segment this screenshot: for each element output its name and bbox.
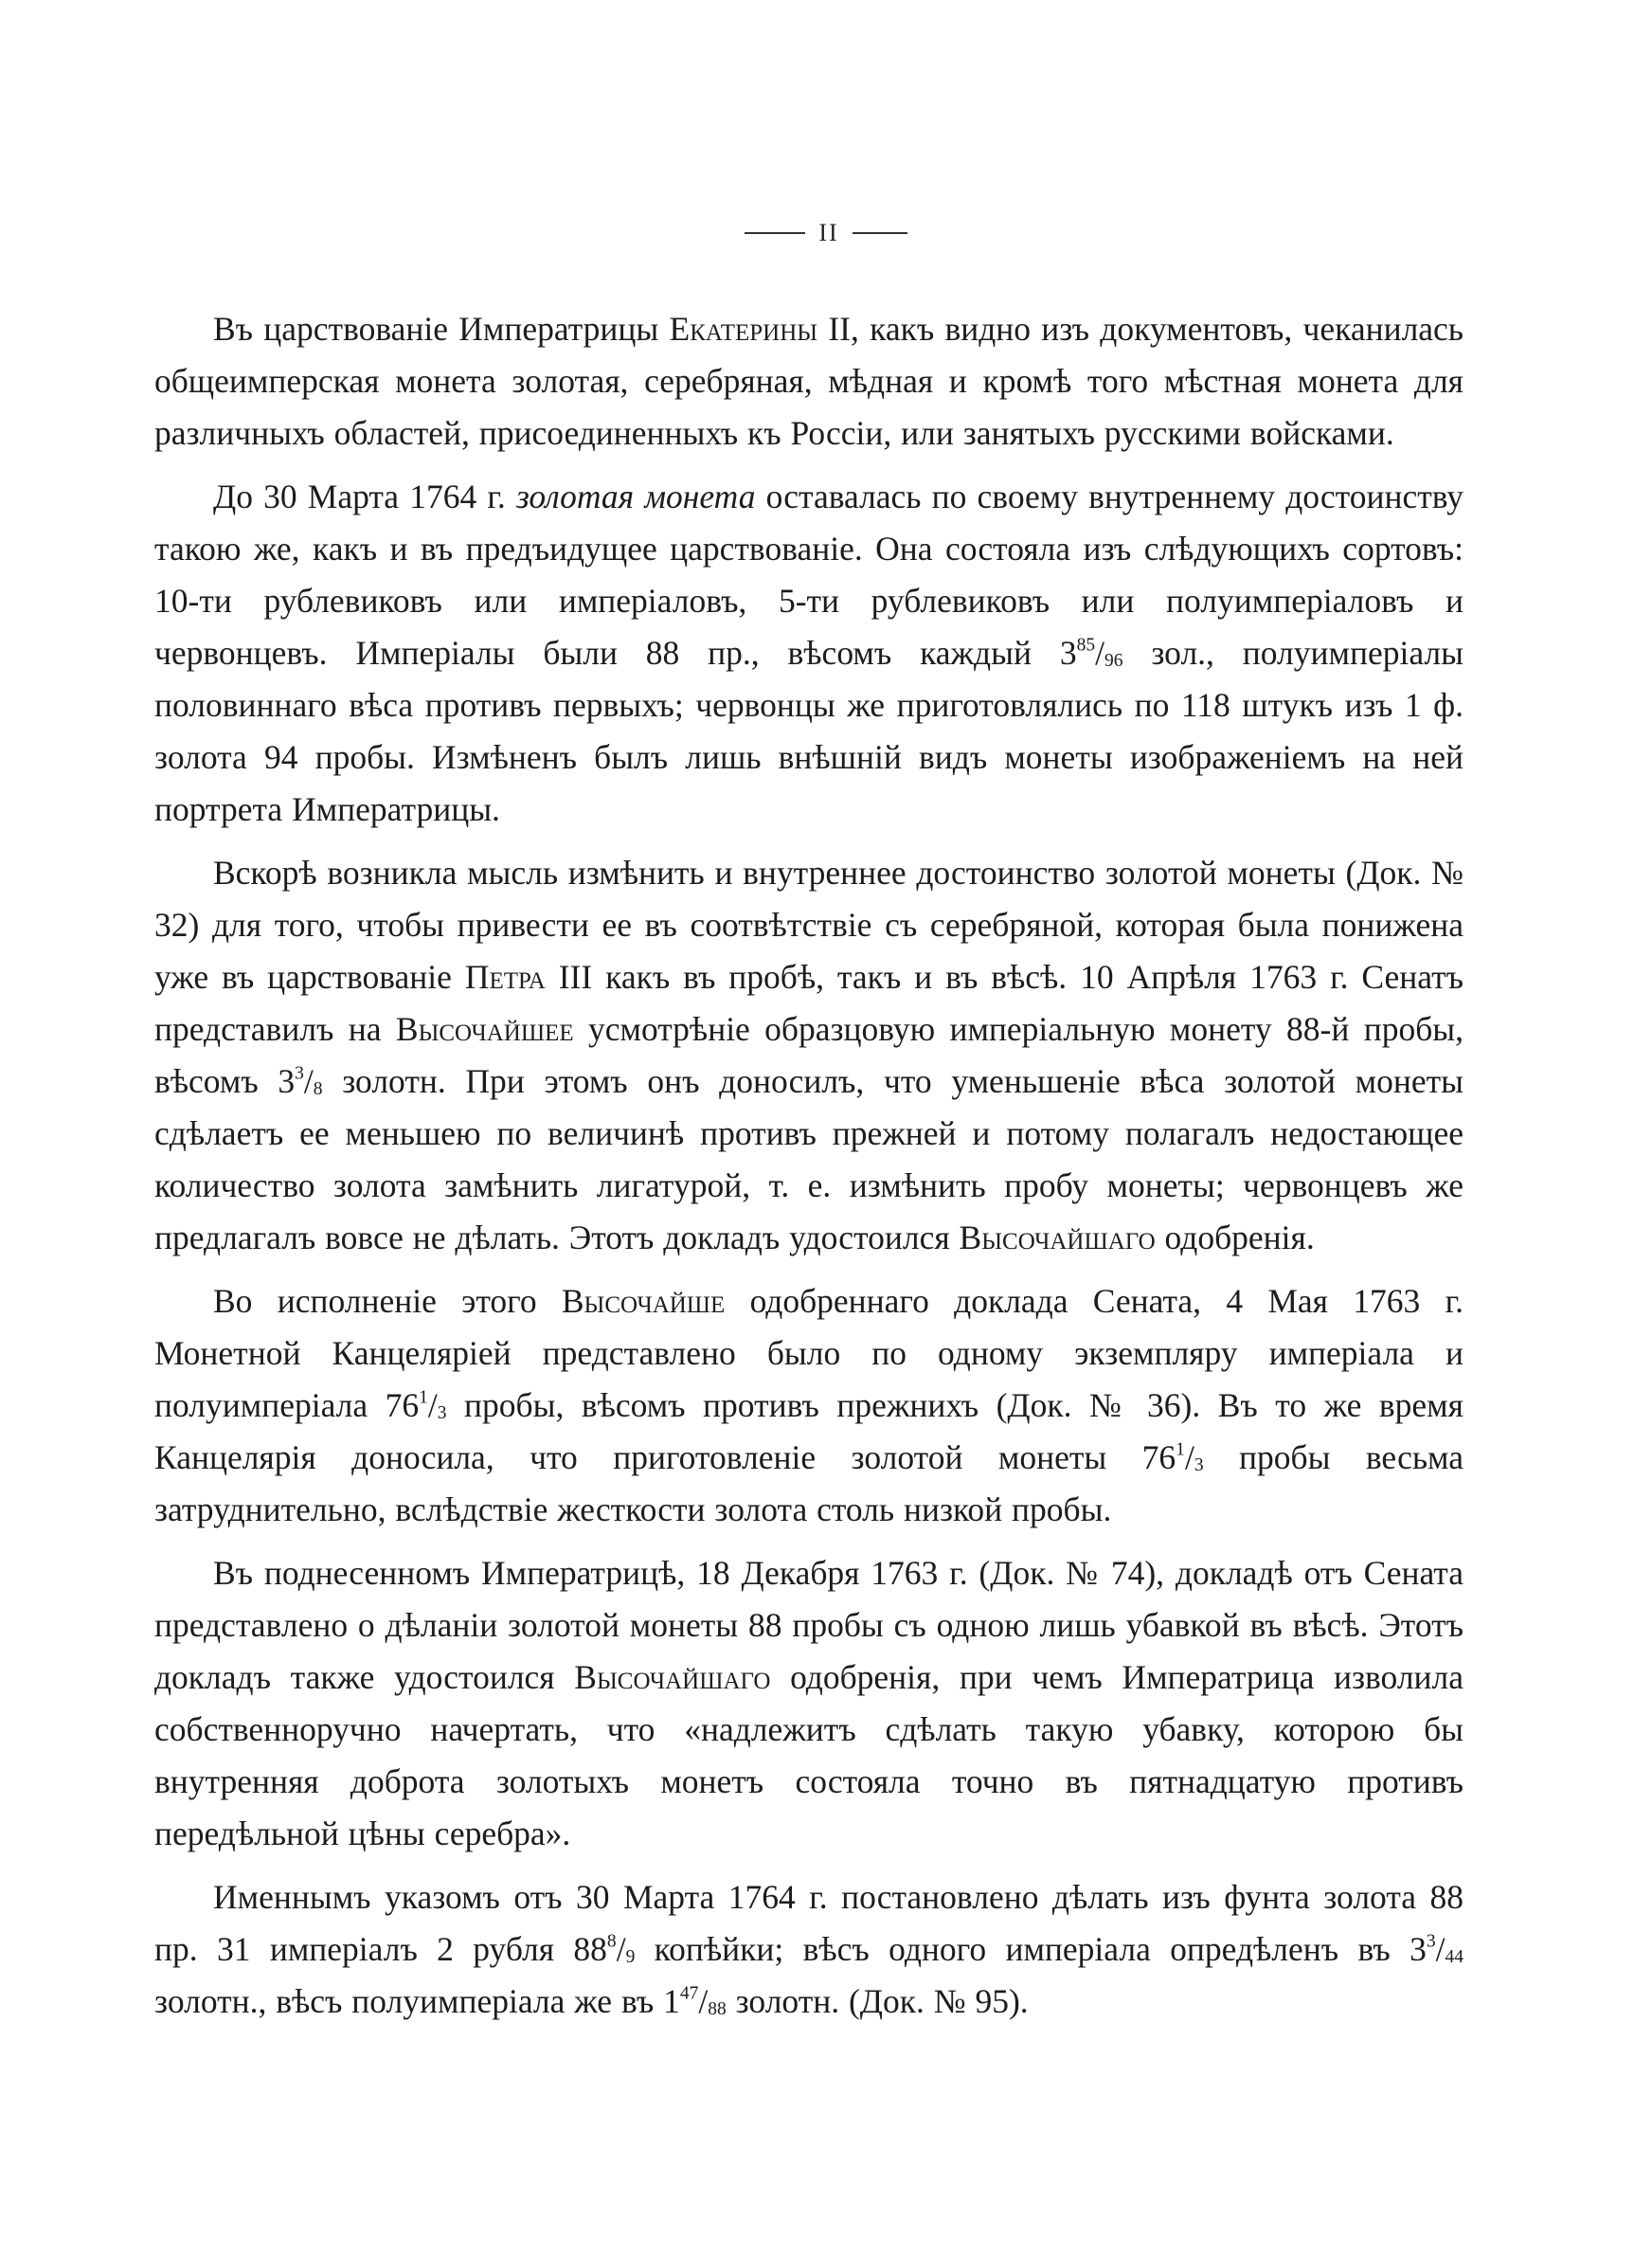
fraction-numerator: 47 — [679, 1983, 699, 2004]
header-rule-right — [853, 232, 907, 234]
fraction-numerator: 1 — [1176, 1439, 1185, 1460]
header-rule-left — [745, 232, 805, 234]
text-run: усмотрѣніе образцовую имперіальную монету 88-й пробы, вѣсомъ 3 — [154, 1010, 1463, 1100]
fraction-numerator: 3 — [1426, 1931, 1436, 1952]
text-run: Во исполненіе этого — [213, 1282, 537, 1320]
text-run: пробы весьма затруднительно, вслѣдствіе жесткости золота столь низкой пробы. — [154, 1438, 1463, 1528]
body-text — [154, 303, 1463, 2039]
small-caps-word: Высочайшаго — [574, 1658, 771, 1696]
text-run: пробы, вѣсомъ противъ прежнихъ (Док. № 36). Въ то же время Канцелярія доносила, что приготовленіе золотой монеты 76 — [154, 1386, 1463, 1476]
fraction-numerator: 3 — [295, 1063, 304, 1084]
fraction-numerator: 85 — [1076, 635, 1096, 656]
text-run: золотн. При этомъ онъ доносилъ, что уменьшеніе вѣса золотой монеты сдѣлаетъ ее меньшею по величинѣ противъ прежней и потому полагалъ недостающее количество золота замѣнить лигатурой, т. е. измѣнить пробу монеты; червонцевъ же предлагалъ вовсе не дѣлать. Этотъ докладъ удостоился — [154, 1062, 1463, 1256]
fraction-denominator: 96 — [1104, 650, 1123, 671]
small-caps-word: Высочайше — [561, 1282, 726, 1320]
page-number: II — [818, 219, 839, 246]
running-head — [0, 214, 1652, 252]
text-run: Именнымъ указомъ отъ 30 Марта 1764 г. постановлено дѣлать изъ фунта золота 88 пр. 31 имперіалъ 2 рубля 88 — [154, 1878, 1463, 1968]
text-run: Вскорѣ возникла мысль измѣнить и внутреннее достоинство золотой монеты (Док. № 32) для того, чтобы привести ее въ соотвѣтствіе съ серебряной, которая была понижена уже въ царствованіе — [154, 854, 1463, 996]
fraction-denominator: 88 — [708, 1998, 727, 2019]
fraction-denominator: 3 — [1194, 1454, 1204, 1475]
fraction-numerator: 1 — [419, 1387, 428, 1408]
fraction-denominator: 44 — [1445, 1946, 1463, 1967]
text-run: золотн. (Док. № 95). — [726, 1982, 1029, 2020]
fraction-denominator: 9 — [625, 1946, 636, 1967]
text-run: Въ царствованіе Императрицы — [213, 310, 659, 348]
text-run: оставалась по своему внутреннему достоинству такою же, какъ и въ предъидущее царствованіе. Она состояла изъ слѣдующихъ сортовъ: 10-ти рублевиковъ или имперіаловъ, 5-ти рублевиковъ или полуимперіаловъ и червонцевъ. Имперіалы были 88 пр., вѣсомъ каждый 3 — [154, 478, 1464, 672]
small-caps-word: Высочайшаго — [959, 1219, 1156, 1256]
text-run: зол., полуимперіалы половиннаго вѣса противъ первыхъ; червонцы же приготовлялись по 118 штукъ изъ 1 ф. золота 94 пробы. Измѣненъ былъ лишь внѣшній видъ монеты изображеніемъ на ней портрета Императрицы. — [154, 634, 1463, 828]
small-caps-word: Высочайшее — [395, 1010, 574, 1048]
paragraph-3: Вскорѣ возникла мысль измѣнить и внутреннее достоинство золотой монеты (Док. № 32) для того, чтобы привести ее въ соотвѣтствіе съ серебряной, которая была понижена уже въ царствованіе Петра III какъ въ пробѣ, такъ и въ вѣсѣ. 10 Апрѣля 1763 г. Сенатъ представилъ на Высочайшее усмотрѣніе образцовую имперіальную монету 88-й пробы, вѣсомъ $3^3/_8$ золотн. При этомъ онъ доносилъ, что уменьшеніе вѣса золотой монеты сдѣлаетъ ее меньшею по величинѣ противъ прежней и потому полагалъ недостающее количество золота замѣнить лигатурой, т. е. измѣнить пробу монеты; червонцевъ же предлагалъ вовсе не дѣлать. Этотъ докладъ удостоился Высочайшаго одобренія. — [154, 854, 1464, 1256]
fraction-denominator: 8 — [313, 1078, 323, 1099]
paragraph-1 — [154, 303, 1463, 460]
text-run: III какъ въ пробѣ, такъ и въ вѣсѣ. 10 Апрѣля 1763 г. Сенатъ представилъ на — [154, 958, 1464, 1048]
italic-term: золотая монета — [515, 478, 756, 515]
paragraph-5 — [154, 1547, 1463, 1860]
small-caps-name: Петра — [464, 958, 546, 996]
text-run: одобренія. — [1155, 1219, 1315, 1256]
paragraph-6: Именнымъ указомъ отъ 30 Марта 1764 г. постановлено дѣлать изъ фунта золота 88 пр. 31 имперіалъ 2 рубля $88^8/_9$ копѣйки; вѣсъ одного имперіала опредѣленъ въ $3^3/_{44}$ золотн., вѣсъ полуимперіала же въ $1^{47}/_{88}$ золотн. (Док. № 95). — [154, 1878, 1463, 2020]
text-run: До 30 Марта 1764 г. — [213, 478, 506, 515]
text-run: Въ поднесенномъ Императрицѣ, 18 Декабря 1763 г. (Док. № 74), докладѣ отъ Сената представлено о дѣланіи золотой монеты 88 пробы съ одною лишь убавкой въ вѣсѣ. Этотъ докладъ также удостоился — [154, 1554, 1463, 1696]
paragraph-4: Во исполненіе этого Высочайше одобреннаго доклада Сената, 4 Мая 1763 г. Монетной Канцеляріей представлено было по одному экземпляру имперіала и полуимперіала $76^1/_3$ пробы, вѣсомъ противъ прежнихъ (Док. № 36). Въ то же время Канцелярія доносила, что приготовленіе золотой монеты $76^1/_3$ пробы весьма затруднительно, вслѣдствіе жесткости золота столь низкой пробы. — [154, 1282, 1463, 1528]
fraction-denominator: 3 — [437, 1402, 447, 1423]
text-run: одобреннаго доклада Сената, 4 Мая 1763 г. Монетной Канцеляріей представлено было по одному экземпляру имперіала и полуимперіала 76 — [154, 1282, 1463, 1424]
text-run: II, какъ видно изъ документовъ, чеканилась общеимперская монета золотая, серебряная, мѣдная и кромѣ того мѣстная монета для различныхъ областей, присоединенныхъ къ Россіи, или занятыхъ русскими войсками. — [154, 310, 1464, 452]
fraction-numerator: 8 — [606, 1931, 617, 1952]
paragraph-2: До 30 Марта 1764 г. золотая монета оставалась по своему внутреннему достоинству такою же, какъ и въ предъидущее царствованіе. Она состояла изъ слѣдующихъ сортовъ: 10-ти рублевиковъ или имперіаловъ, 5-ти рублевиковъ или полуимперіаловъ и червонцевъ. Имперіалы были 88 пр., вѣсомъ каждый $3^{85}/_{96}$ зол., полуимперіалы половиннаго вѣса противъ первыхъ; червонцы же приготовлялись по 118 штукъ изъ 1 ф. золота 94 пробы. Измѣненъ былъ лишь внѣшній видъ монеты изображеніемъ на ней портрета Императрицы. — [154, 478, 1464, 828]
text-run: копѣйки; вѣсъ одного имперіала опредѣленъ въ 3 — [635, 1930, 1427, 1968]
text-run: одобренія, при чемъ Императрица изволила собственноручно начертать, что «надлежитъ сдѣлать такую убавку, которою бы внутренняя доброта золотыхъ монетъ состояла точно въ пятнадцатую противъ передѣльной цѣны серебра». — [154, 1658, 1463, 1852]
small-caps-name: Екатерины — [669, 310, 818, 348]
text-run: золотн., вѣсъ полуимперіала же въ 1 — [154, 1982, 680, 2020]
